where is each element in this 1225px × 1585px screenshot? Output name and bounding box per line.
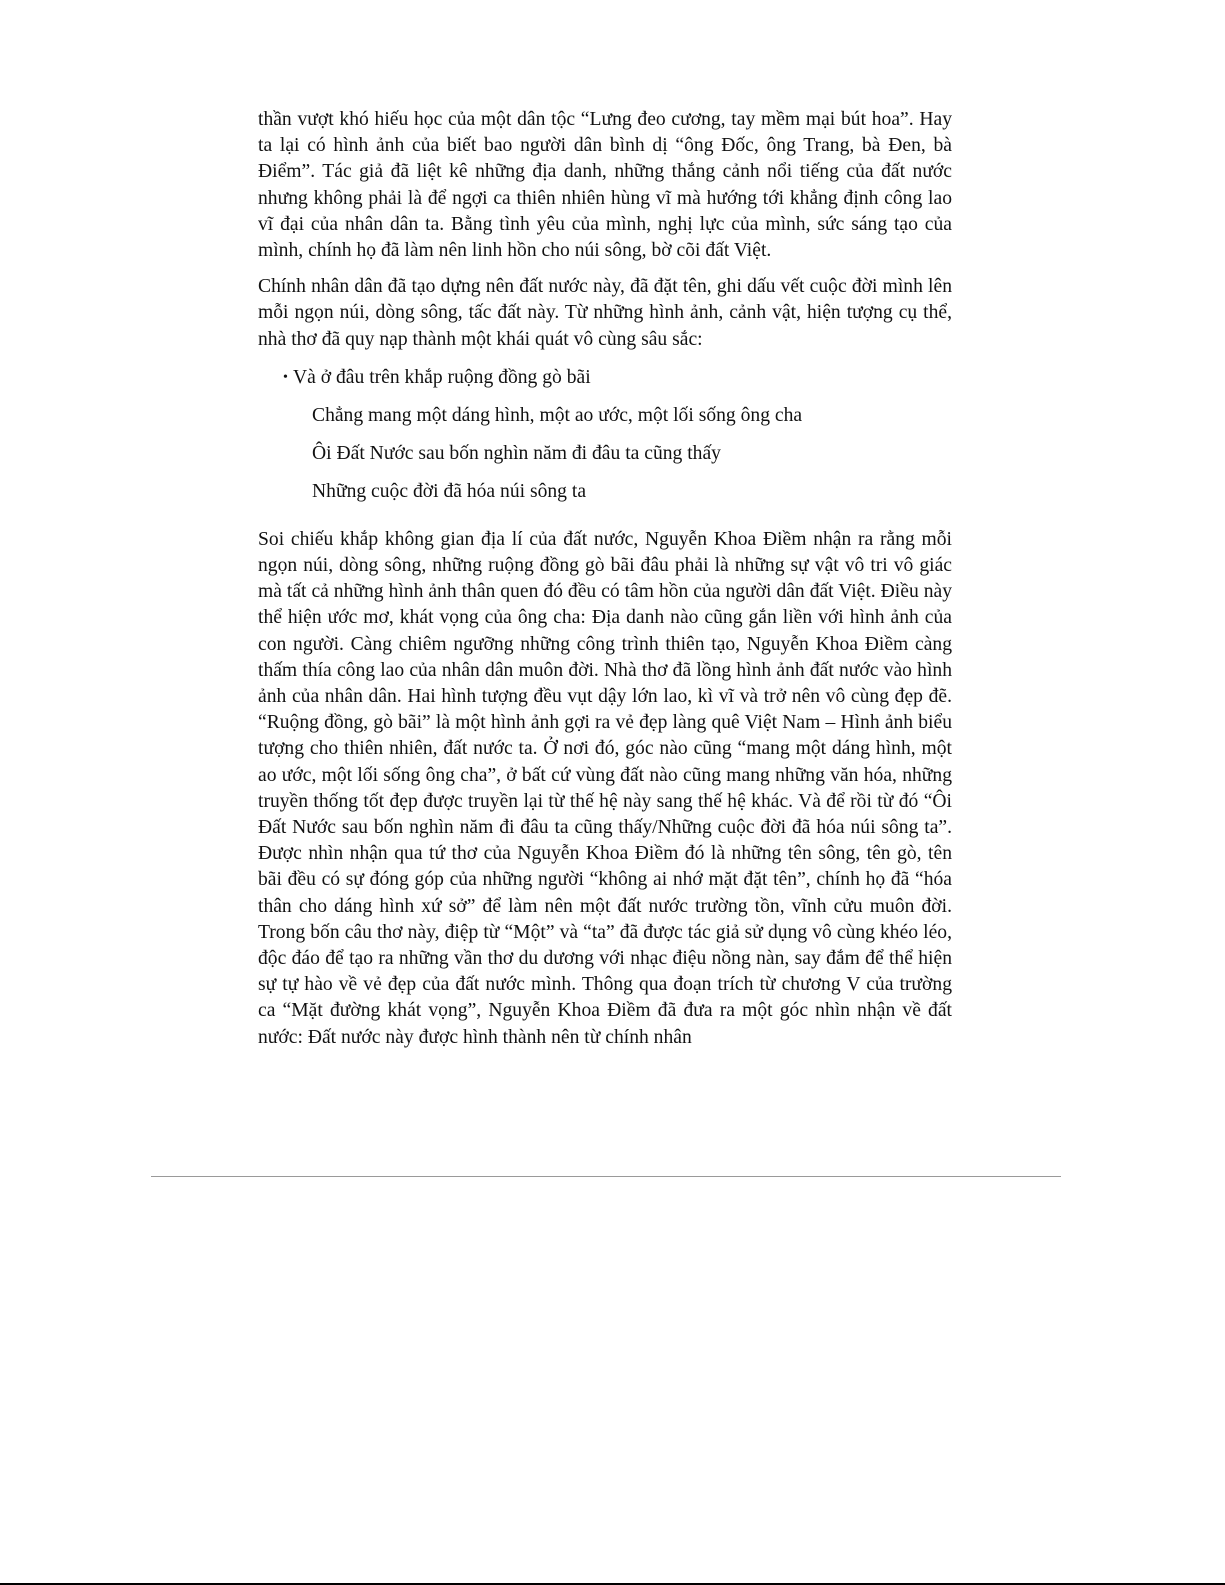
page-content <box>258 107 952 1051</box>
poem-line-3: Ôi Đất Nước sau bốn nghìn năm đi đâu ta cũng thấy <box>312 442 721 464</box>
page-divider <box>151 1176 1061 1177</box>
paragraph-2: Chính nhân dân đã tạo dựng nên đất nước này, đã đặt tên, ghi dấu vết cuộc đời mình lên mỗi ngọn núi, dòng sông, tấc đất này. Từ những hình ảnh, cảnh vật, hiện tượng cụ thể, nhà thơ đã quy nạp thành một khái quát vô cùng sâu sắc: <box>258 276 952 350</box>
poem-excerpt <box>258 365 952 517</box>
paragraph-1: thần vượt khó hiếu học của một dân tộc “Lưng đeo cương, tay mềm mại bút hoa”. Hay ta lại có hình ảnh của biết bao người dân bình dị “ông Đốc, ông Trang, bà Đen, bà Điểm”. Tác giả đã liệt kê những địa danh, những thắng cảnh nổi tiếng của đất nước nhưng không phải là để ngợi ca thiên nhiên hùng vĩ mà hướng tới khẳng định công lao vĩ đại của nhân dân ta. Bằng tình yêu của mình, nghị lực của mình, sức sáng tạo của mình, chính họ đã làm nên linh hồn cho núi sông, bờ cõi đất Việt. <box>258 109 952 262</box>
poem-line-4: Những cuộc đời đã hóa núi sông ta <box>312 480 587 502</box>
poem-line-2: Chẳng mang một dáng hình, một ao ước, một lối sống ông cha <box>312 404 803 426</box>
paragraph-3: Soi chiếu khắp không gian địa lí của đất nước, Nguyễn Khoa Điềm nhận ra rằng mỗi ngọn núi, dòng sông, những ruộng đồng gò bãi đâu phải là những sự vật vô tri vô giác mà tất cả những hình ảnh thân quen đó đều có tâm hồn của người dân đất Việt. Điều này thể hiện ước mơ, khát vọng của ông cha: Địa danh nào cũng gắn liền với hình ảnh của con người. Càng chiêm ngưỡng những công trình thiên tạo, Nguyễn Khoa Điềm càng thấm thía công lao của nhân dân muôn đời. Nhà thơ đã lồng hình ảnh đất nước vào hình ảnh của nhân dân. Hai hình tượng đều vụt dậy lớn lao, kì vĩ và trở nên vô cùng đẹp đẽ. “Ruộng đồng, gò bãi” là một hình ảnh gợi ra vẻ đẹp làng quê Việt Nam – Hình ảnh biểu tượng cho thiên nhiên, đất nước ta. Ở nơi đó, góc nào cũng “mang một dáng hình, một ao ước, một lối sống ông cha”, ở bất cứ vùng đất nào cũng mang những văn hóa, những truyền thống tốt đẹp được truyền lại từ thế hệ này sang thế hệ khác. Và để rồi từ đó “Ôi Đất Nước sau bốn nghìn năm đi đâu ta cũng thấy/Những cuộc đời đã hóa núi sông ta”. Được nhìn nhận qua tứ thơ của Nguyễn Khoa Điềm đó là những tên sông, tên gò, tên bãi đều có sự đóng góp của những người “không ai nhớ mặt đặt tên”, chính họ đã “hóa thân cho dáng hình xứ sở” để làm nên một đất nước trường tồn, vĩnh cửu muôn đời. Trong bốn câu thơ này, điệp từ “Một” và “ta” đã được tác giả sử dụng vô cùng khéo léo, độc đáo để tạo ra những vần thơ du dương với nhạc điệu nồng nàn, say đắm để thể hiện sự tự hào về vẻ đẹp của đất nước mình. Thông qua đoạn trích từ chương V của trường ca “Mặt đường khát vọng”, Nguyễn Khoa Điềm đã đưa ra một góc nhìn nhận về đất nước: Đất nước này được hình thành nên từ chính nhân <box>258 528 952 1048</box>
poem-line-1-text: Và ở đâu trên khắp ruộng đồng gò bãi <box>293 366 591 388</box>
poem-line-1 <box>258 365 952 403</box>
bullet-icon: • <box>283 369 288 385</box>
